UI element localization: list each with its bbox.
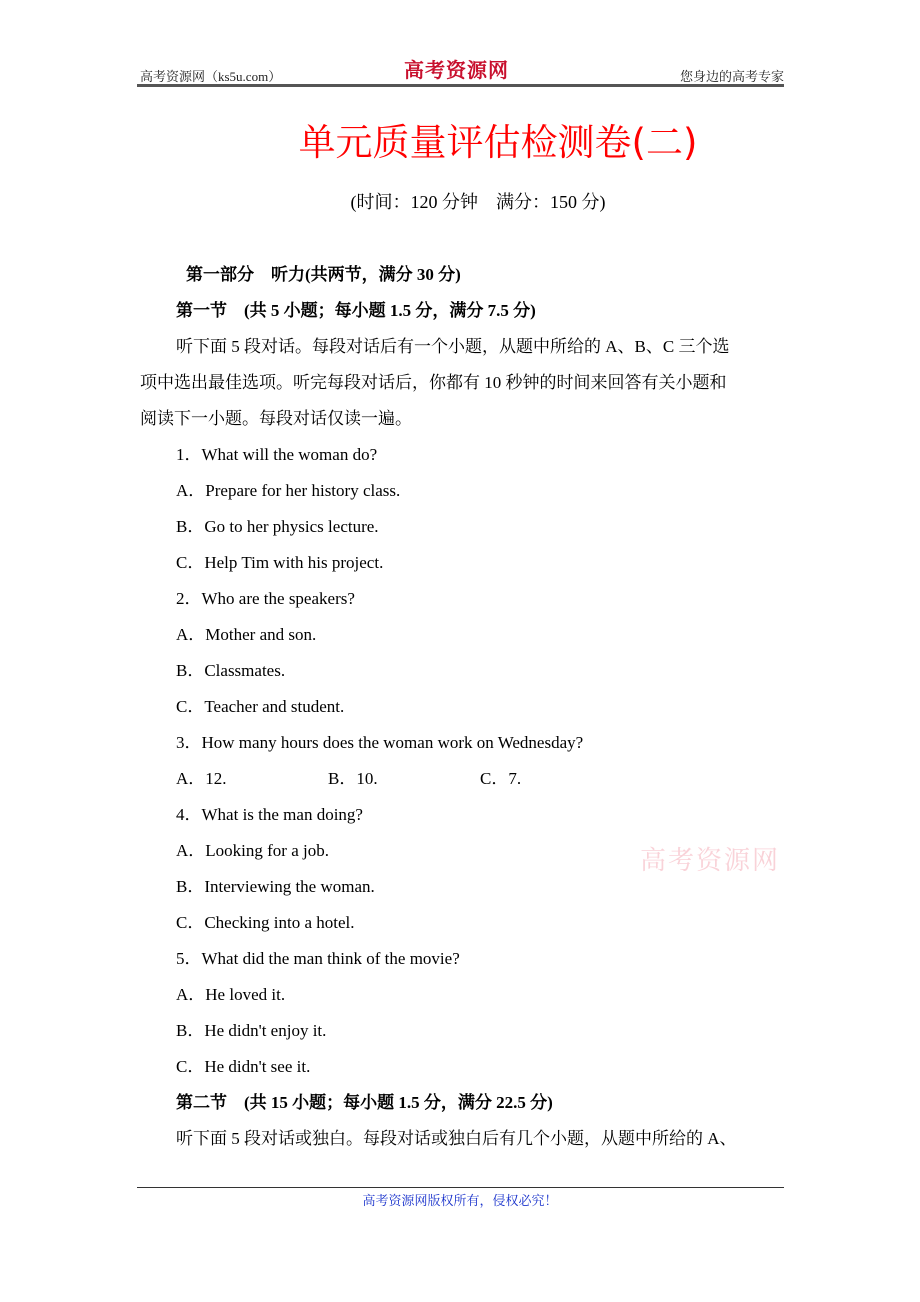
option: B．Go to her physics lecture. (176, 517, 379, 536)
question: 3．How many hours does the woman work on Wednesday? (176, 733, 584, 752)
option: A．12. (176, 769, 227, 788)
watermark: 高考资源网 (640, 846, 781, 875)
option: B．He didn't enjoy it. (176, 1021, 327, 1040)
instruction-line: 听下面 5 段对话。每段对话后有一个小题，从题中所给的 A、B、C 三个选 (176, 337, 730, 356)
option: A．Prepare for her history class. (176, 481, 401, 500)
option: A．Mother and son. (176, 625, 317, 644)
header-site-name: 高考资源网（ks5u.com） (140, 69, 282, 84)
option: C．Teacher and student. (176, 697, 345, 716)
instruction-line: 听下面 5 段对话或独白。每段对话或独白后有几个小题，从题中所给的 A、 (176, 1129, 737, 1148)
question: 4．What is the man doing? (176, 805, 363, 824)
header-divider (137, 84, 784, 87)
option: B．Classmates. (176, 661, 286, 680)
question: 1．What will the woman do? (176, 445, 378, 464)
option: B．10. (328, 769, 378, 788)
question: 2．Who are the speakers? (176, 589, 355, 608)
option: A．Looking for a job. (176, 841, 329, 860)
option: C．He didn't see it. (176, 1057, 311, 1076)
section-heading: 第一节 (共 5 小题；每小题 1.5 分，满分 7.5 分) (176, 301, 536, 320)
part-heading: 第一部分 听力(共两节，满分 30 分) (186, 265, 461, 284)
option: C．7. (480, 769, 522, 788)
option: A．He loved it. (176, 985, 286, 1004)
exam-info: (时间：120 分钟 满分：150 分) (350, 192, 606, 212)
instruction-line: 阅读下一小题。每段对话仅读一遍。 (140, 409, 412, 428)
header-logo: 高考资源网 (404, 58, 509, 82)
document-body (140, 257, 785, 1157)
footer-divider (137, 1187, 784, 1188)
section-heading: 第二节 (共 15 小题；每小题 1.5 分，满分 22.5 分) (176, 1093, 553, 1112)
question: 5．What did the man think of the movie? (176, 949, 460, 968)
header-slogan: 您身边的高考专家 (679, 69, 784, 84)
page-title: 单元质量评估检测卷(二) (298, 121, 698, 164)
option: C．Checking into a hotel. (176, 913, 355, 932)
option: C．Help Tim with his project. (176, 553, 384, 572)
footer-copyright: 高考资源网版权所有，侵权必究！ (362, 1193, 558, 1208)
option: B．Interviewing the woman. (176, 877, 375, 896)
option-row (140, 761, 785, 797)
instruction-line: 项中选出最佳选项。听完每段对话后，你都有 10 秒钟的时间来回答有关小题和 (140, 373, 727, 392)
